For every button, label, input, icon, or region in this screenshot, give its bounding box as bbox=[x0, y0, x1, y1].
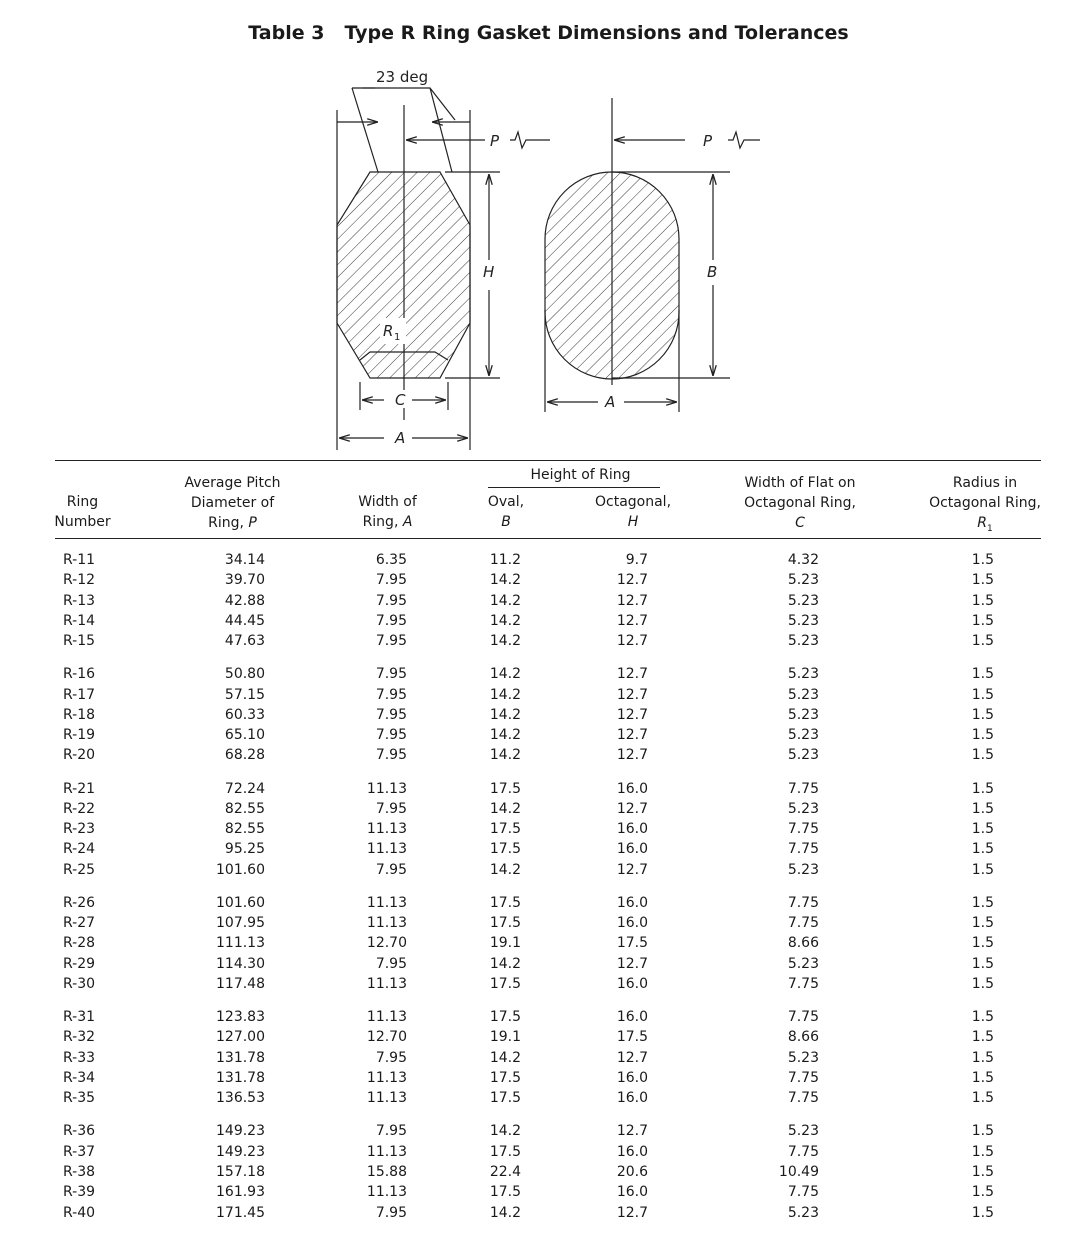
cell-octagonal-height: 12.7 bbox=[616, 1123, 648, 1140]
row-group bbox=[0, 664, 1074, 765]
cell-ring-width: 11.13 bbox=[366, 1070, 407, 1087]
cell-radius: 1.5 bbox=[971, 1009, 994, 1026]
cell-ring-number: R-21 bbox=[63, 780, 96, 797]
table-number: Table 3 bbox=[248, 22, 325, 44]
table-row bbox=[0, 1162, 1074, 1182]
cell-oval-height: 14.2 bbox=[489, 686, 521, 703]
table-row bbox=[0, 893, 1074, 913]
cell-radius: 1.5 bbox=[971, 1090, 994, 1107]
cell-oval-height: 17.5 bbox=[489, 894, 521, 911]
cell-flat-width: 7.75 bbox=[787, 841, 819, 858]
cell-flat-width: 7.75 bbox=[787, 780, 819, 797]
cell-radius: 1.5 bbox=[971, 1049, 994, 1066]
cell-oval-height: 14.2 bbox=[489, 727, 521, 744]
cell-oval-height: 17.5 bbox=[489, 780, 521, 797]
cell-flat-width: 7.75 bbox=[787, 1143, 819, 1160]
cell-oval-height: 14.2 bbox=[489, 572, 521, 589]
cell-ring-number: R-38 bbox=[63, 1164, 96, 1180]
cell-ring-number: R-18 bbox=[63, 706, 96, 723]
cell-flat-width: 5.23 bbox=[787, 572, 819, 589]
table-row bbox=[0, 591, 1074, 611]
table-row bbox=[0, 779, 1074, 799]
cell-radius: 1.5 bbox=[971, 955, 994, 972]
cell-radius: 1.5 bbox=[971, 727, 994, 744]
cell-octagonal-height: 17.5 bbox=[616, 935, 648, 952]
a-label-right: A bbox=[605, 393, 616, 411]
cell-ring-width: 12.70 bbox=[366, 1029, 407, 1046]
cell-octagonal-height: 16.0 bbox=[616, 1090, 648, 1107]
cell-flat-width: 7.75 bbox=[787, 894, 819, 911]
cell-ring-number: R-31 bbox=[63, 1009, 96, 1026]
cell-oval-height: 17.5 bbox=[489, 1009, 521, 1026]
cell-pitch-diameter: 60.33 bbox=[224, 706, 265, 723]
cell-radius: 1.5 bbox=[971, 976, 994, 993]
table-row bbox=[0, 1068, 1074, 1088]
h-label: H bbox=[483, 263, 495, 281]
cell-pitch-diameter: 107.95 bbox=[216, 915, 265, 932]
cell-oval-height: 14.2 bbox=[489, 861, 521, 878]
cell-ring-width: 7.95 bbox=[375, 747, 407, 764]
cell-pitch-diameter: 136.53 bbox=[216, 1090, 265, 1107]
cell-oval-height: 17.5 bbox=[489, 841, 521, 858]
cell-pitch-diameter: 44.45 bbox=[224, 612, 265, 629]
b-label: B bbox=[707, 263, 718, 281]
cell-ring-width: 11.13 bbox=[366, 976, 407, 993]
table-row bbox=[0, 819, 1074, 839]
table-row bbox=[0, 685, 1074, 705]
cell-flat-width: 5.23 bbox=[787, 727, 819, 744]
cell-radius: 1.5 bbox=[971, 935, 994, 952]
cell-octagonal-height: 16.0 bbox=[616, 1143, 648, 1160]
col-header-ring: Ring Number bbox=[54, 494, 111, 530]
cell-pitch-diameter: 42.88 bbox=[224, 592, 265, 609]
cell-pitch-diameter: 171.45 bbox=[216, 1204, 265, 1221]
table-row bbox=[0, 1027, 1074, 1047]
cell-pitch-diameter: 101.60 bbox=[216, 894, 265, 911]
cell-oval-height: 17.5 bbox=[489, 821, 521, 838]
cell-ring-number: R-19 bbox=[63, 727, 96, 744]
cell-flat-width: 5.23 bbox=[787, 747, 819, 764]
cell-octagonal-height: 12.7 bbox=[616, 955, 648, 972]
col-header-radius: Radius in Octagonal Ring, $R_1$ bbox=[929, 475, 1041, 534]
cell-pitch-diameter: 131.78 bbox=[216, 1049, 265, 1066]
col-header-oval: Oval, B bbox=[487, 494, 525, 530]
cell-octagonal-height: 16.0 bbox=[616, 1009, 648, 1026]
cell-ring-number: R-39 bbox=[63, 1184, 96, 1201]
cell-ring-width: 7.95 bbox=[375, 592, 407, 609]
height-group-rule bbox=[488, 487, 660, 488]
cell-octagonal-height: 12.7 bbox=[616, 612, 648, 629]
cell-octagonal-height: 12.7 bbox=[616, 1049, 648, 1066]
cell-octagonal-height: 16.0 bbox=[616, 1070, 648, 1087]
cell-ring-number: R-14 bbox=[63, 612, 96, 629]
row-group bbox=[0, 550, 1074, 651]
cell-ring-width: 7.95 bbox=[375, 666, 407, 683]
cell-pitch-diameter: 50.80 bbox=[224, 666, 265, 683]
cell-octagonal-height: 12.7 bbox=[616, 1204, 648, 1221]
table-title bbox=[0, 22, 1074, 44]
cell-flat-width: 5.23 bbox=[787, 1049, 819, 1066]
cell-pitch-diameter: 127.00 bbox=[216, 1029, 265, 1046]
cell-ring-width: 7.95 bbox=[375, 572, 407, 589]
cell-ring-number: R-25 bbox=[63, 861, 96, 878]
cell-oval-height: 14.2 bbox=[489, 1204, 521, 1221]
cell-radius: 1.5 bbox=[971, 633, 994, 650]
cell-ring-number: R-15 bbox=[63, 633, 96, 650]
table-row bbox=[0, 725, 1074, 745]
cell-radius: 1.5 bbox=[971, 1184, 994, 1201]
cell-radius: 1.5 bbox=[971, 800, 994, 817]
cell-ring-width: 12.70 bbox=[366, 935, 407, 952]
table-row bbox=[0, 1121, 1074, 1141]
cell-pitch-diameter: 157.18 bbox=[216, 1164, 265, 1180]
cell-pitch-diameter: 123.83 bbox=[216, 1009, 265, 1026]
cell-ring-number: R-36 bbox=[63, 1123, 96, 1140]
cell-ring-width: 11.13 bbox=[366, 915, 407, 932]
cell-radius: 1.5 bbox=[971, 592, 994, 609]
cell-pitch-diameter: 72.24 bbox=[224, 780, 265, 797]
cell-radius: 1.5 bbox=[971, 706, 994, 723]
cell-ring-width: 7.95 bbox=[375, 955, 407, 972]
cell-oval-height: 19.1 bbox=[489, 935, 521, 952]
table-row bbox=[0, 611, 1074, 631]
cell-ring-number: R-22 bbox=[63, 800, 96, 817]
cell-ring-number: R-34 bbox=[63, 1070, 96, 1087]
cell-octagonal-height: 12.7 bbox=[616, 861, 648, 878]
p-label-right: P bbox=[703, 132, 713, 150]
cell-flat-width: 10.49 bbox=[778, 1164, 819, 1180]
table-row bbox=[0, 1203, 1074, 1223]
cell-pitch-diameter: 57.15 bbox=[224, 686, 265, 703]
cell-oval-height: 14.2 bbox=[489, 800, 521, 817]
cell-ring-width: 7.95 bbox=[375, 727, 407, 744]
cell-octagonal-height: 16.0 bbox=[616, 780, 648, 797]
table-row bbox=[0, 1007, 1074, 1027]
cell-ring-width: 15.88 bbox=[366, 1164, 407, 1180]
cell-radius: 1.5 bbox=[971, 1143, 994, 1160]
cell-oval-height: 11.2 bbox=[489, 552, 521, 568]
table-row bbox=[0, 974, 1074, 994]
cell-ring-width: 11.13 bbox=[366, 1009, 407, 1026]
cell-ring-width: 6.35 bbox=[375, 552, 407, 568]
col-header-width: Width of Ring, A bbox=[358, 494, 417, 530]
cell-ring-number: R-26 bbox=[63, 894, 96, 911]
cell-radius: 1.5 bbox=[971, 1204, 994, 1221]
cell-octagonal-height: 12.7 bbox=[616, 747, 648, 764]
cell-ring-number: R-33 bbox=[63, 1049, 96, 1066]
r1-label: R bbox=[383, 322, 394, 340]
cell-flat-width: 5.23 bbox=[787, 861, 819, 878]
p-label-left: P bbox=[490, 132, 500, 150]
cell-radius: 1.5 bbox=[971, 666, 994, 683]
table-row bbox=[0, 860, 1074, 880]
table-row bbox=[0, 705, 1074, 725]
cell-flat-width: 4.32 bbox=[787, 552, 819, 568]
table-body bbox=[0, 550, 1074, 1236]
cell-radius: 1.5 bbox=[971, 686, 994, 703]
cell-octagonal-height: 16.0 bbox=[616, 915, 648, 932]
cell-radius: 1.5 bbox=[971, 612, 994, 629]
cell-oval-height: 17.5 bbox=[489, 976, 521, 993]
cell-pitch-diameter: 39.70 bbox=[224, 572, 265, 589]
cell-oval-height: 14.2 bbox=[489, 1049, 521, 1066]
cell-radius: 1.5 bbox=[971, 1029, 994, 1046]
cell-oval-height: 17.5 bbox=[489, 1090, 521, 1107]
table-row bbox=[0, 550, 1074, 570]
cell-ring-width: 7.95 bbox=[375, 800, 407, 817]
table-row bbox=[0, 1182, 1074, 1202]
cell-octagonal-height: 20.6 bbox=[616, 1164, 648, 1180]
cell-pitch-diameter: 117.48 bbox=[216, 976, 265, 993]
cell-pitch-diameter: 149.23 bbox=[216, 1143, 265, 1160]
cell-pitch-diameter: 82.55 bbox=[224, 821, 265, 838]
cell-flat-width: 5.23 bbox=[787, 633, 819, 650]
cell-octagonal-height: 12.7 bbox=[616, 727, 648, 744]
cell-ring-width: 7.95 bbox=[375, 612, 407, 629]
cell-radius: 1.5 bbox=[971, 1070, 994, 1087]
cell-ring-number: R-27 bbox=[63, 915, 96, 932]
cell-radius: 1.5 bbox=[971, 1123, 994, 1140]
cell-pitch-diameter: 101.60 bbox=[216, 861, 265, 878]
cell-flat-width: 7.75 bbox=[787, 1184, 819, 1201]
cell-radius: 1.5 bbox=[971, 821, 994, 838]
cell-radius: 1.5 bbox=[971, 894, 994, 911]
cell-pitch-diameter: 68.28 bbox=[224, 747, 265, 764]
table-row bbox=[0, 1048, 1074, 1068]
cell-radius: 1.5 bbox=[971, 841, 994, 858]
col-header-pitch: Average Pitch Diameter of Ring, P bbox=[184, 475, 281, 531]
cell-ring-width: 7.95 bbox=[375, 686, 407, 703]
row-group bbox=[0, 1007, 1074, 1108]
table-row bbox=[0, 933, 1074, 953]
cell-radius: 1.5 bbox=[971, 552, 994, 568]
cell-flat-width: 7.75 bbox=[787, 915, 819, 932]
cell-octagonal-height: 17.5 bbox=[616, 1029, 648, 1046]
cell-flat-width: 8.66 bbox=[787, 935, 819, 952]
cell-flat-width: 7.75 bbox=[787, 976, 819, 993]
gasket-cross-section-diagram bbox=[300, 60, 780, 460]
cell-flat-width: 5.23 bbox=[787, 666, 819, 683]
cell-flat-width: 7.75 bbox=[787, 1009, 819, 1026]
cell-ring-number: R-16 bbox=[63, 666, 96, 683]
cell-oval-height: 17.5 bbox=[489, 1070, 521, 1087]
cell-ring-width: 11.13 bbox=[366, 821, 407, 838]
cell-pitch-diameter: 82.55 bbox=[224, 800, 265, 817]
cell-radius: 1.5 bbox=[971, 1164, 994, 1180]
cell-ring-width: 11.13 bbox=[366, 780, 407, 797]
table-row bbox=[0, 631, 1074, 651]
cell-ring-number: R-24 bbox=[63, 841, 96, 858]
cell-oval-height: 17.5 bbox=[489, 1184, 521, 1201]
table-row bbox=[0, 570, 1074, 590]
table-row bbox=[0, 745, 1074, 765]
cell-ring-width: 7.95 bbox=[375, 633, 407, 650]
table-top-rule bbox=[55, 460, 1041, 461]
cell-flat-width: 7.75 bbox=[787, 821, 819, 838]
cell-ring-number: R-17 bbox=[63, 686, 96, 703]
table-row bbox=[0, 1142, 1074, 1162]
cell-flat-width: 8.66 bbox=[787, 1029, 819, 1046]
table-row bbox=[0, 1088, 1074, 1108]
cell-pitch-diameter: 65.10 bbox=[224, 727, 265, 744]
cell-ring-number: R-32 bbox=[63, 1029, 96, 1046]
cell-octagonal-height: 12.7 bbox=[616, 633, 648, 650]
cell-octagonal-height: 12.7 bbox=[616, 572, 648, 589]
cell-ring-width: 7.95 bbox=[375, 706, 407, 723]
cell-octagonal-height: 12.7 bbox=[616, 666, 648, 683]
col-header-octagonal: Octagonal, H bbox=[594, 494, 672, 530]
table-row bbox=[0, 799, 1074, 819]
cell-ring-number: R-40 bbox=[63, 1204, 96, 1221]
cell-ring-number: R-20 bbox=[63, 747, 96, 764]
cell-flat-width: 5.23 bbox=[787, 955, 819, 972]
cell-radius: 1.5 bbox=[971, 572, 994, 589]
cell-octagonal-height: 9.7 bbox=[625, 552, 648, 568]
cell-ring-number: R-13 bbox=[63, 592, 96, 609]
cell-ring-number: R-29 bbox=[63, 955, 96, 972]
cell-octagonal-height: 12.7 bbox=[616, 800, 648, 817]
cell-octagonal-height: 16.0 bbox=[616, 894, 648, 911]
cell-ring-number: R-12 bbox=[63, 572, 96, 589]
cell-oval-height: 14.2 bbox=[489, 955, 521, 972]
cell-flat-width: 5.23 bbox=[787, 1204, 819, 1221]
cell-pitch-diameter: 47.63 bbox=[224, 633, 265, 650]
cell-flat-width: 5.23 bbox=[787, 1123, 819, 1140]
cell-pitch-diameter: 131.78 bbox=[216, 1070, 265, 1087]
cell-octagonal-height: 16.0 bbox=[616, 841, 648, 858]
cell-radius: 1.5 bbox=[971, 915, 994, 932]
cell-oval-height: 19.1 bbox=[489, 1029, 521, 1046]
header-bottom-rule bbox=[55, 538, 1041, 539]
cell-flat-width: 5.23 bbox=[787, 592, 819, 609]
cell-oval-height: 14.2 bbox=[489, 666, 521, 683]
cell-oval-height: 14.2 bbox=[489, 633, 521, 650]
cell-radius: 1.5 bbox=[971, 780, 994, 797]
cell-octagonal-height: 16.0 bbox=[616, 1184, 648, 1201]
cell-octagonal-height: 12.7 bbox=[616, 686, 648, 703]
angle-label: 23 deg bbox=[376, 68, 429, 86]
cell-ring-width: 11.13 bbox=[366, 1143, 407, 1160]
col-header-flat: Width of Flat on Octagonal Ring, C bbox=[744, 475, 856, 531]
cell-oval-height: 22.4 bbox=[489, 1164, 521, 1180]
table-title-text: Type R Ring Gasket Dimensions and Tolerances bbox=[344, 22, 849, 44]
cell-ring-number: R-35 bbox=[63, 1090, 96, 1107]
cell-pitch-diameter: 34.14 bbox=[224, 552, 265, 568]
table-row bbox=[0, 839, 1074, 859]
c-label: C bbox=[395, 391, 406, 409]
row-group bbox=[0, 893, 1074, 994]
cell-pitch-diameter: 114.30 bbox=[216, 955, 265, 972]
cell-ring-width: 11.13 bbox=[366, 1090, 407, 1107]
table-row bbox=[0, 954, 1074, 974]
cell-ring-width: 11.13 bbox=[366, 1184, 407, 1201]
cell-oval-height: 14.2 bbox=[489, 747, 521, 764]
gasket-diagram-svg bbox=[300, 60, 780, 460]
cell-ring-number: R-30 bbox=[63, 976, 96, 993]
r1-subscript: 1 bbox=[394, 332, 401, 343]
cell-ring-number: R-23 bbox=[63, 821, 96, 838]
cell-oval-height: 14.2 bbox=[489, 706, 521, 723]
cell-pitch-diameter: 95.25 bbox=[224, 841, 265, 858]
cell-ring-width: 7.95 bbox=[375, 1204, 407, 1221]
a-label-left: A bbox=[395, 429, 406, 447]
row-group bbox=[0, 1121, 1074, 1222]
cell-ring-width: 7.95 bbox=[375, 861, 407, 878]
cell-ring-width: 7.95 bbox=[375, 1123, 407, 1140]
cell-flat-width: 5.23 bbox=[787, 612, 819, 629]
cell-octagonal-height: 16.0 bbox=[616, 821, 648, 838]
cell-ring-width: 11.13 bbox=[366, 841, 407, 858]
cell-oval-height: 17.5 bbox=[489, 1143, 521, 1160]
cell-flat-width: 5.23 bbox=[787, 686, 819, 703]
cell-octagonal-height: 12.7 bbox=[616, 592, 648, 609]
cell-flat-width: 7.75 bbox=[787, 1070, 819, 1087]
cell-radius: 1.5 bbox=[971, 747, 994, 764]
table-row bbox=[0, 664, 1074, 684]
cell-flat-width: 5.23 bbox=[787, 800, 819, 817]
row-group bbox=[0, 779, 1074, 880]
cell-ring-number: R-37 bbox=[63, 1143, 96, 1160]
table-row bbox=[0, 913, 1074, 933]
cell-flat-width: 5.23 bbox=[787, 706, 819, 723]
cell-oval-height: 14.2 bbox=[489, 612, 521, 629]
cell-flat-width: 7.75 bbox=[787, 1090, 819, 1107]
cell-pitch-diameter: 161.93 bbox=[216, 1184, 265, 1201]
cell-oval-height: 17.5 bbox=[489, 915, 521, 932]
cell-radius: 1.5 bbox=[971, 861, 994, 878]
cell-oval-height: 14.2 bbox=[489, 1123, 521, 1140]
cell-ring-number: R-28 bbox=[63, 935, 96, 952]
cell-octagonal-height: 16.0 bbox=[616, 976, 648, 993]
cell-ring-width: 11.13 bbox=[366, 894, 407, 911]
cell-ring-width: 7.95 bbox=[375, 1049, 407, 1066]
cell-pitch-diameter: 111.13 bbox=[216, 935, 265, 952]
cell-ring-number: R-11 bbox=[63, 552, 96, 568]
col-header-height-group: Height of Ring bbox=[530, 467, 631, 483]
cell-octagonal-height: 12.7 bbox=[616, 706, 648, 723]
cell-oval-height: 14.2 bbox=[489, 592, 521, 609]
cell-pitch-diameter: 149.23 bbox=[216, 1123, 265, 1140]
